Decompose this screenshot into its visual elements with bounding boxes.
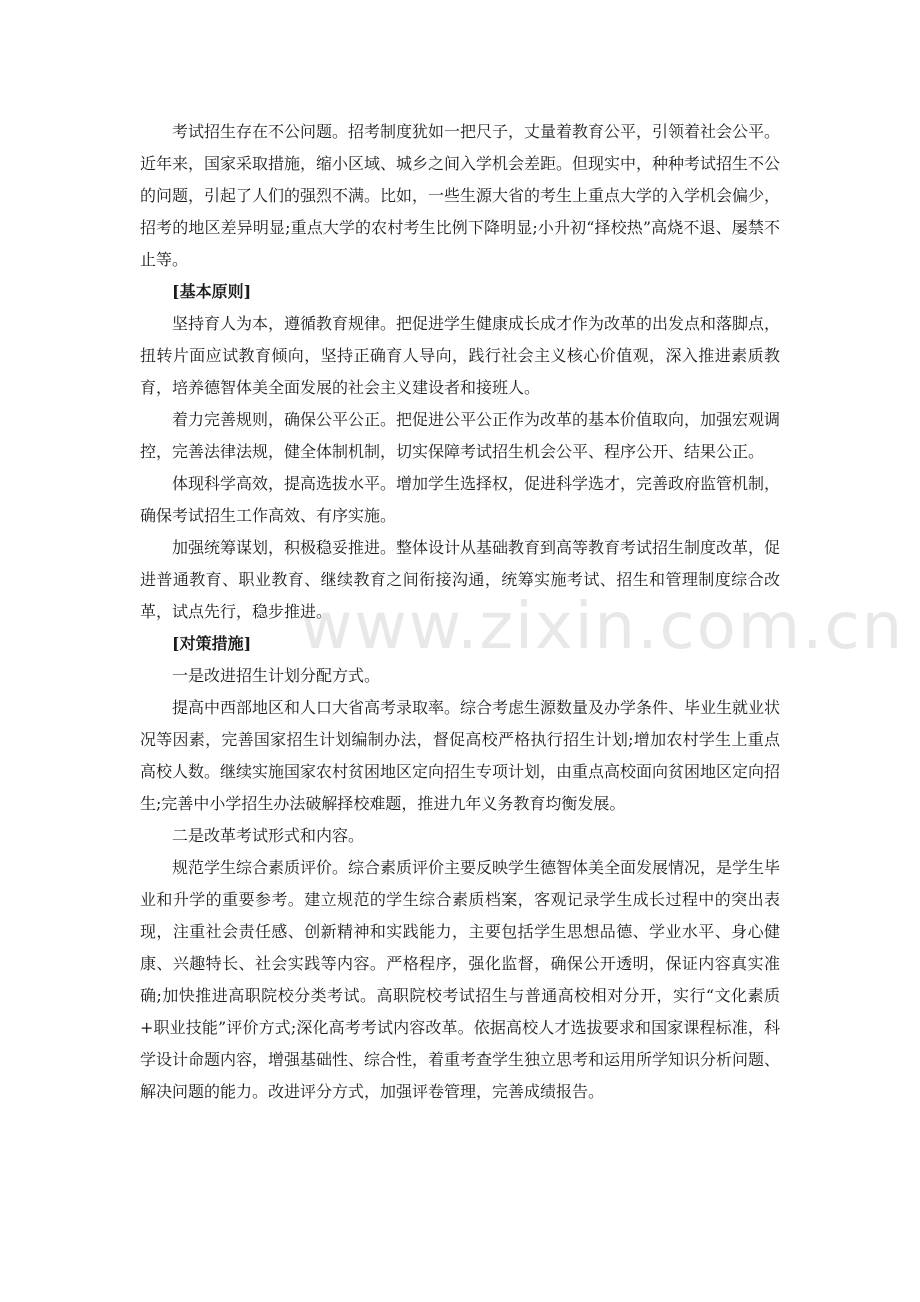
- paragraph-principle-1: 坚持育人为本，遵循教育规律。把促进学生健康成长成才作为改革的出发点和落脚点，扭转片面应试教育倾向，坚持正确育人导向，践行社会主义核心价值观，深入推进素质教育，培养德智体美全面发展的社会主义建设者和接班人。: [140, 314, 781, 397]
- watermark-text: www.zixin.com.cn: [300, 590, 905, 664]
- section-heading-basic-principles: [基本原则]: [172, 282, 252, 301]
- paragraph-principle-2: 着力完善规则，确保公平公正。把促进公平公正作为改革的基本价值取向，加强宏观调控，完善法律法规，健全体制机制，切实保障考试招生机会公平、程序公开、结果公正。: [140, 410, 781, 461]
- paragraph-intro: 考试招生存在不公问题。招考制度犹如一把尺子，丈量着教育公平，引领着社会公平。近年来，国家采取措施，缩小区域、城乡之间入学机会差距。但现实中，种种考试招生不公的问题，引起了人们的强烈不满。比如，一些生源大省的考生上重点大学的入学机会偏少，招考的地区差异明显;重点大学的农村考生比例下降明显;小升初“择校热”高烧不退、屡禁不止等。: [140, 122, 781, 269]
- paragraph-principle-3: 体现科学高效，提高选拔水平。增加学生选择权，促进科学选才，完善政府监管机制，确保考试招生工作高效、有序实施。: [140, 474, 781, 525]
- document-body: [140, 116, 780, 1108]
- paragraph-measure-2-title: 二是改革考试形式和内容。: [172, 826, 365, 845]
- paragraph-principle-4: 加强统筹谋划，积极稳妥推进。整体设计从基础教育到高等教育考试招生制度改革，促进普通教育、职业教育、继续教育之间衔接沟通，统筹实施考试、招生和管理制度综合改革，试点先行，稳步推进。: [140, 538, 781, 621]
- paragraph-measure-1-body: 提高中西部地区和人口大省高考录取率。综合考虑生源数量及办学条件、毕业生就业状况等因素，完善国家招生计划编制办法，督促高校严格执行招生计划;增加农村学生上重点高校人数。继续实施国家农村贫困地区定向招生专项计划，由重点高校面向贫困地区定向招生;完善中小学招生办法破解择校难题，推进九年义务教育均衡发展。: [140, 698, 781, 813]
- paragraph-measure-1-title: 一是改进招生计划分配方式。: [172, 666, 381, 685]
- paragraph-measure-2-body: 规范学生综合素质评价。综合素质评价主要反映学生德智体美全面发展情况，是学生毕业和升学的重要参考。建立规范的学生综合素质档案，客观记录学生成长过程中的突出表现，注重社会责任感、创新精神和实践能力，主要包括学生思想品德、学业水平、身心健康、兴趣特长、社会实践等内容。严格程序，强化监督，确保公开透明，保证内容真实准确;加快推进高职院校分类考试。高职院校考试招生与普通高校相对分开，实行“文化素质+职业技能”评价方式;深化高考考试内容改革。依据高校人才选拔要求和国家课程标准，科学设计命题内容，增强基础性、综合性，着重考查学生独立思考和运用所学知识分析问题、解决问题的能力。改进评分方式，加强评卷管理，完善成绩报告。: [140, 858, 781, 1101]
- section-heading-measures: [对策措施]: [172, 634, 252, 653]
